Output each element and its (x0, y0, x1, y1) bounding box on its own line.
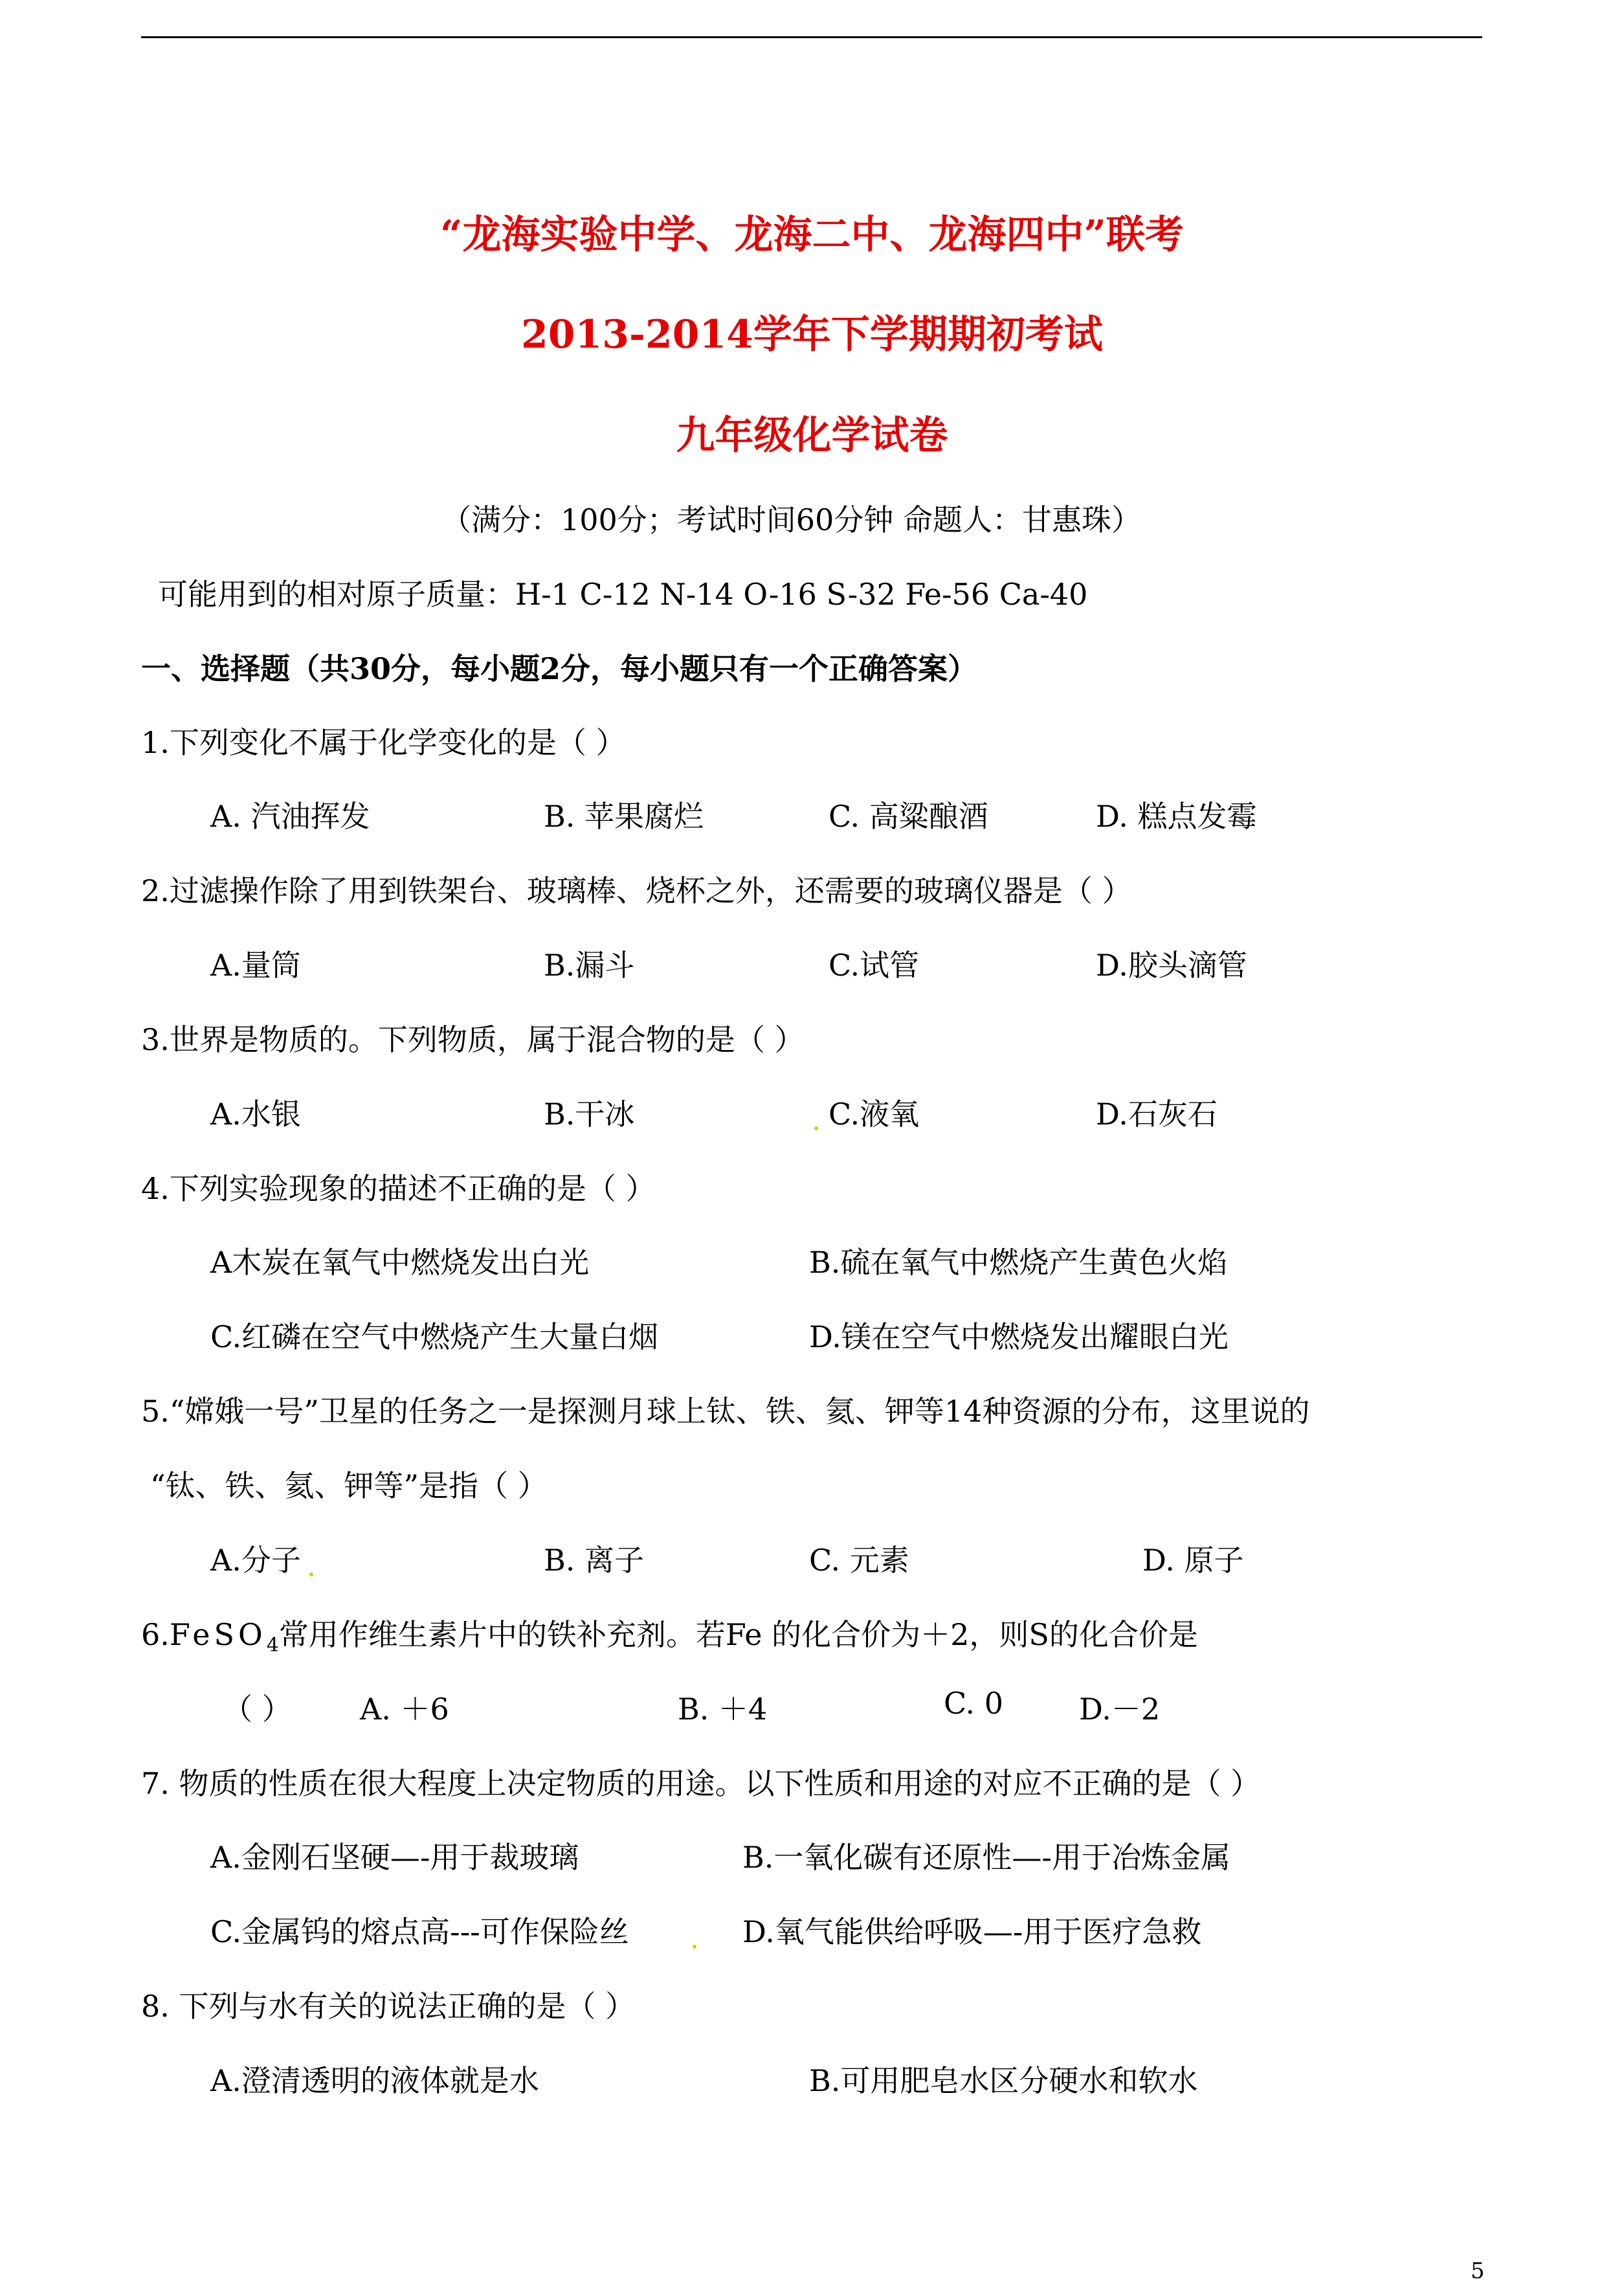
q2-option-a: A.量筒 (210, 948, 301, 983)
q6-formula-subscript: 4 (266, 1634, 279, 1657)
q6-option-a: A. ＋6 (360, 1692, 449, 1727)
q6-option-c: C. 0 (944, 1686, 1004, 1721)
q3-option-c: C.液氧 (829, 1097, 920, 1132)
q2-option-d: D.胶头滴管 (1096, 948, 1247, 983)
question-1: 1.下列变化不属于化学变化的是（ ） (141, 725, 626, 760)
q5-option-b: B. 离子 (544, 1543, 645, 1578)
question-8: 8. 下列与水有关的说法正确的是（ ） (141, 1989, 636, 2024)
question-2: 2.过滤操作除了用到铁架台、玻璃棒、烧杯之外，还需要的玻璃仪器是（ ） (141, 873, 1132, 908)
q5-option-d: D. 原子 (1142, 1543, 1244, 1578)
atomic-masses: 可能用到的相对原子质量：H-1 C-12 N-14 O-16 S-32 Fe-56 Ca-40 (158, 577, 1088, 612)
q3-option-d: D.石灰石 (1096, 1097, 1218, 1132)
scan-speck (693, 1945, 696, 1949)
q5-option-c: C. 元素 (809, 1543, 909, 1578)
q5-option-a: A.分子 (210, 1543, 301, 1578)
question-4: 4.下列实验现象的描述不正确的是（ ） (141, 1171, 656, 1206)
exam-title-line1: “龙海实验中学、龙海二中、龙海四中”联考 (439, 212, 1185, 258)
q2-option-b: B.漏斗 (544, 948, 635, 983)
q6-option-d: D.－2 (1079, 1692, 1161, 1727)
q6-stem: 常用作维生素片中的铁补充剂。若Fe 的化合价为＋2，则S的化合价是 (278, 1617, 1198, 1652)
question-3: 3.世界是物质的。下列物质，属于混合物的是（ ） (141, 1022, 805, 1057)
q3-option-b: B.干冰 (544, 1097, 635, 1132)
q8-option-b: B.可用肥皂水区分硬水和软水 (809, 2063, 1198, 2098)
score-time-info: （满分：100分；考试时间60分钟 命题人：甘惠珠） (441, 502, 1141, 537)
exam-title-line2: 2013-2014学年下学期期初考试 (521, 312, 1103, 357)
q8-option-a: A.澄清透明的液体就是水 (210, 2063, 539, 2098)
q1-option-b: B. 苹果腐烂 (544, 799, 704, 834)
q6-formula: FeSO (169, 1617, 267, 1652)
q7-option-a: A.金刚石坚硬—-用于裁玻璃 (210, 1840, 579, 1875)
q4-option-a: A木炭在氧气中燃烧发出白光 (210, 1245, 590, 1280)
q7-option-d: D.氧气能供给呼吸—-用于医疗急救 (742, 1914, 1202, 1949)
q7-option-c: C.金属钨的熔点高---可作保险丝 (210, 1914, 629, 1949)
q6-answer-blank: （ ） (223, 1692, 292, 1727)
q6-number: 6. (141, 1617, 170, 1652)
q7-option-b: B.一氧化碳有还原性—-用于冶炼金属 (742, 1840, 1230, 1875)
q4-option-c: C.红磷在空气中燃烧产生大量白烟 (210, 1319, 659, 1354)
exam-title-line3: 九年级化学试卷 (676, 413, 948, 458)
scan-speck (814, 1126, 818, 1130)
question-7: 7. 物质的性质在很大程度上决定物质的用途。以下性质和用途的对应不正确的是（ ） (141, 1766, 1261, 1801)
q4-option-b: B.硫在氧气中燃烧产生黄色火焰 (809, 1245, 1228, 1280)
q2-option-c: C.试管 (829, 948, 920, 983)
section-heading: 一、选择题（共30分，每小题2分，每小题只有一个正确答案） (141, 651, 978, 686)
question-5-continued: “钛、铁、氦、钾等”是指（ ） (150, 1468, 548, 1503)
q1-option-a: A. 汽油挥发 (210, 799, 370, 834)
header-rule (141, 36, 1482, 38)
question-6 (141, 1611, 1198, 1657)
q1-option-c: C. 高粱酿酒 (829, 799, 988, 834)
page-number: 5 (1471, 2258, 1485, 2284)
q3-option-a: A.水银 (210, 1097, 301, 1132)
q1-option-d: D. 糕点发霉 (1096, 799, 1257, 834)
q4-option-d: D.镁在空气中燃烧发出耀眼白光 (809, 1319, 1229, 1354)
q6-option-b: B. ＋4 (678, 1692, 768, 1727)
question-5: 5.“嫦娥一号”卫星的任务之一是探测月球上钛、铁、氦、钾等14种资源的分布，这里说的 (141, 1394, 1310, 1429)
scan-speck (309, 1572, 313, 1576)
